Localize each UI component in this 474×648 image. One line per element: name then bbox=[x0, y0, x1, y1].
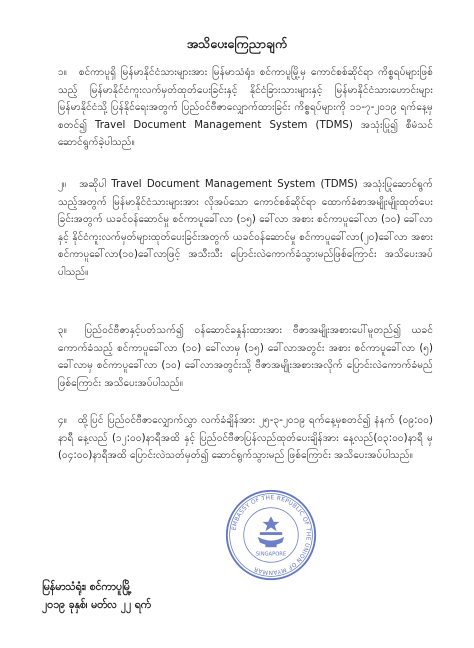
paragraph-text: စင်ကာပူရှိ မြန်မာနိုင်ငံသားများအား မြန်မာသံရုံး၊ စင်ကာပူမြို့မှ ကောင်စစ်ဆိုင်ရာ ကိစ္စရပ်များဖြစ်သည့် မြန်မာနိုင်ငံကူးလက်မှတ်ထုတ်ပေးခြင်းနှင့် နိုင်ငံခြားသားများနှင့် မြန်မာနိုင်ငံသားဟောင်းများ မြန်မာနိုင်ငံသို့ ပြန်နိုင်ရေးအတွက် ပြည်ဝင်ဗီဇာလျှောက်ထားခြင်း ကိစ္စရပ်များကို ၁၁-၇-၂၀၁၉ ရက်နေ့မှ စတင်၍ Travel Document Management System (TDMS) အသုံးပြု၍ စီမံသင်ဆောင်ရွက်ခဲ့ပါသည်။ bbox=[58, 67, 433, 148]
paragraph-3 bbox=[58, 322, 433, 392]
paragraph-text: အဆိုပါ Travel Document Management System (TDMS) အသုံးပြုဆောင်ရွက်သည့်အတွက် မြန်မာနိုင်ငံသားများအား လိုအပ်သော ကောင်စစ်ဆိုင်ရာ ထောက်ခံစာအမျိုးမျိုးထုတ်ပေးခြင်းအတွက် ယခင်ဝန်ဆောင်မှု စင်ကာပူခေါ်လာ (၁၅) ခေါ်လာ အစား စင်ကာပူခေါ်လာ (၁၀) ခေါ်လာနှင့် နိုင်ငံကူးလက်မှတ်များထုတ်ပေးခြင်းအတွက် ယခင်ဝန်ဆောင်မှု စင်ကာပူခေါ်လာ(၂၀)ခေါ်လာ အစား စင်ကာပူခေါ်လာ(၁၀)ခေါ်လာဖြင့် အသီးသီး ပြောင်းလဲကောက်ခံသွားမည်ဖြစ်ကြောင်း အသိပေးအပ်ပါသည်။ bbox=[58, 179, 433, 278]
seal-city-text: SINGAPORE bbox=[255, 551, 287, 558]
paragraph-number: ၄။ bbox=[58, 415, 67, 426]
signature-office: မြန်မာသံရုံး၊ စင်ကာပူမြို့ bbox=[42, 581, 132, 593]
paragraph-text: ထို့ပြင် ပြည်ဝင်ဗီဇာလျှောက်လွှာ လက်ခံချိန်အား ၂၅-၃-၂၀၁၉ ရက်နေ့မှစတင်၍ နံနက် (၀၉:၀၀) နာရီ နေ့လည် (၁၂:၀၀)နာရီအထိ နှင့် ပြည်ဝင်ဗီဇာပြန်လည်ထုတ်ပေးချိန်အား နေ့လည်(၀၃:၀၀)နာရီ မှ (၀၄:၀၀)နာရီအထိ ပြောင်းလဲသတ်မှတ်၍ ဆောင်ရွက်သွားမည် ဖြစ်ကြောင်း အသိပေးအပ်ပါသည်။ bbox=[58, 415, 433, 461]
signature-date: ၂၀၁၉ ခုနှစ်၊ မတ်လ ၂၂ ရက် bbox=[42, 599, 152, 611]
paragraph-number: ၁။ bbox=[58, 67, 67, 78]
signature-block bbox=[42, 578, 151, 614]
seal-ring-text: EMBASSY OF THE REPUBLIC OF THE UNION OF MYANMAR bbox=[231, 495, 311, 575]
embassy-seal-icon bbox=[224, 488, 318, 582]
paragraph-1 bbox=[58, 64, 433, 152]
notice-title: အသိပေးကြေညာချက် bbox=[186, 36, 288, 51]
paragraph-2 bbox=[58, 176, 433, 281]
paragraph-text: ပြည်ဝင်ဗီဇာနှင့်ပတ်သက်၍ ဝန်ဆောင်ခနှုန်းထားအား ဗီဇာအမျိုးအစားပေါ်မူတည်၍ ယခင် ကောက်ခံသည့် စင်ကာပူခေါ်လာ (၁၀) ခေါ်လာမှ (၁၅) ခေါ်လာအတွင်း အစား စင်ကာပူခေါ်လာ (၅) ခေါ်လာမှ စင်ကာပူခေါ်လာ (၁၀) ခေါ်လာအတွင်းသို့ ဗီဇာအမျိုးအစားအလိုက် ပြောင်းလဲကောက်ခံမည်ဖြစ်ကြောင်း အသိပေးအပ်ပါသည်။ bbox=[58, 325, 434, 389]
paragraph-4 bbox=[58, 412, 433, 465]
paragraph-number: ၂။ bbox=[58, 179, 67, 190]
paragraph-number: ၃။ bbox=[58, 325, 67, 336]
